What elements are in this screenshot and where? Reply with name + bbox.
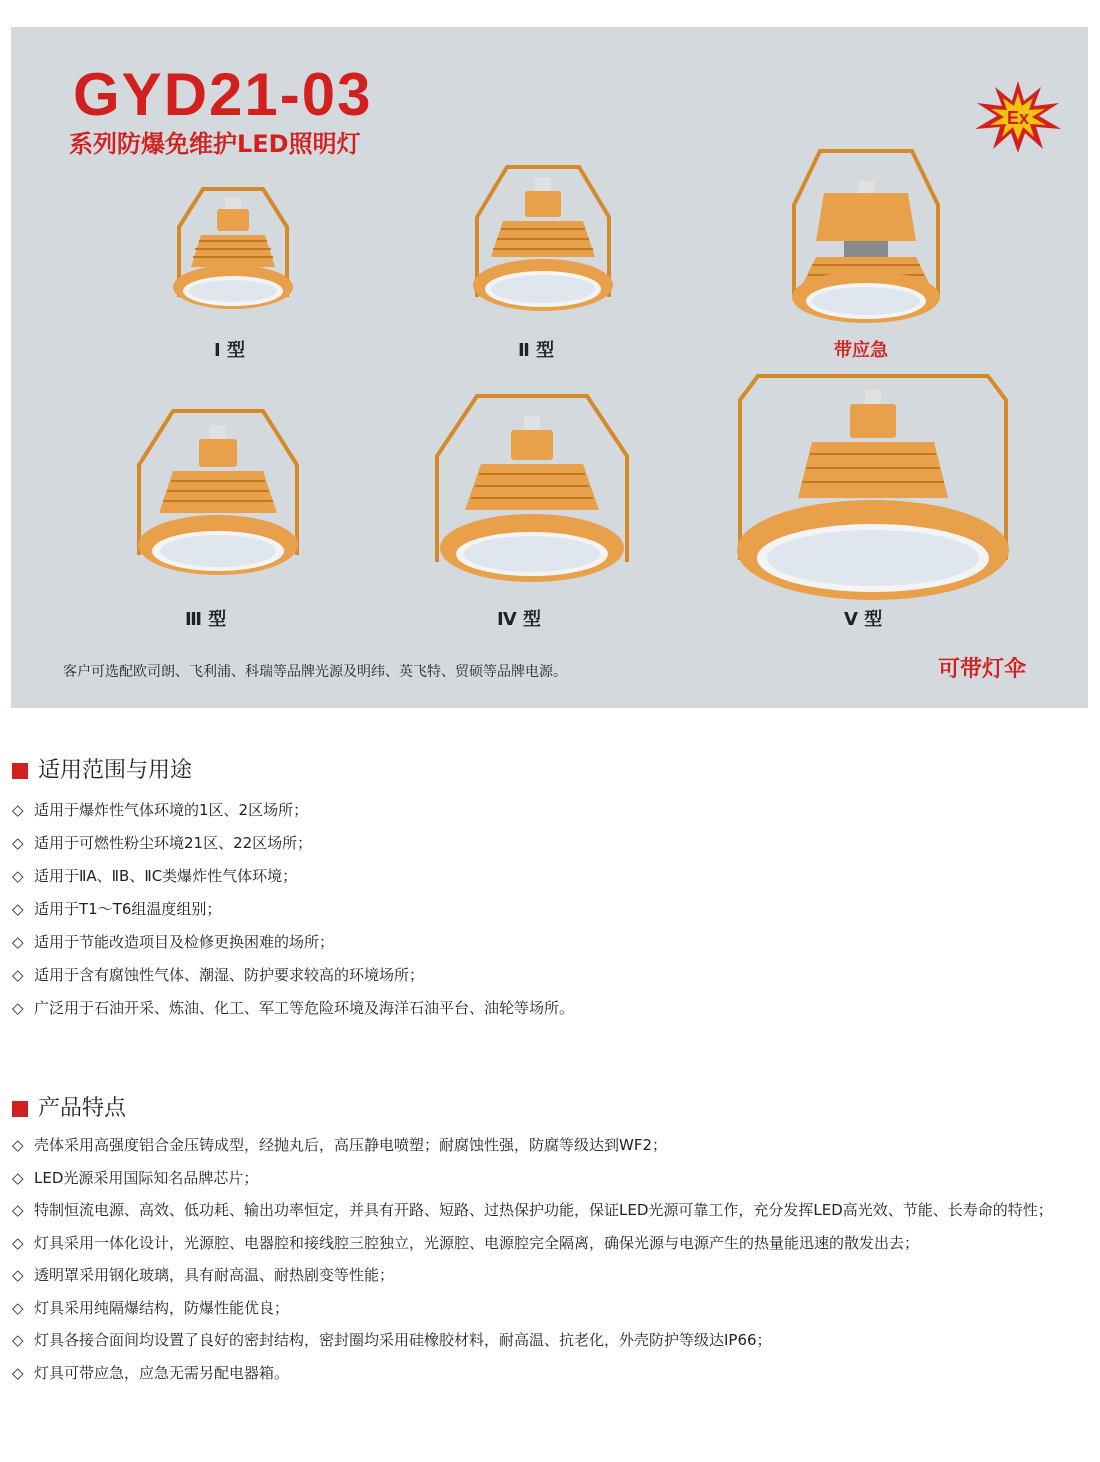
list-item: ◇ 特制恒流电源、高效、低功耗、输出功率恒定，并具有开路、短路、过热保护功能，保证LED光源可靠工作，充分发挥LED高光效、节能、长寿命的特性； xyxy=(12,1194,1092,1227)
lamp-type-1-image xyxy=(163,177,303,329)
list-item: ◇ 适用于可燃性粉尘环境21区、22区场所； xyxy=(12,827,1092,860)
lamp-type-5-label: Ⅴ 型 xyxy=(844,609,883,630)
diamond-bullet-icon: ◇ xyxy=(12,999,24,1017)
features-section xyxy=(12,1094,1092,1389)
umbrella-option-note: 可带灯伞 xyxy=(938,657,1027,682)
list-item: ◇ LED光源采用国际知名品牌芯片； xyxy=(12,1162,1092,1195)
list-item: ◇ 灯具可带应急，应急无需另配电器箱。 xyxy=(12,1357,1092,1390)
features-list xyxy=(12,1129,1092,1389)
list-item: ◇ 适用于含有腐蚀性气体、潮湿、防护要求较高的环境场所； xyxy=(12,959,1092,992)
product-title: GYD21-03 xyxy=(73,61,373,128)
list-item: ◇ 适用于T1～T6组温度组别； xyxy=(12,893,1092,926)
list-item: ◇ 灯具各接合面间均设置了良好的密封结构，密封圈均采用硅橡胶材料，耐高温、抗老化，外壳防护等级达IP66； xyxy=(12,1324,1092,1357)
lamp-type-2-image xyxy=(463,157,623,332)
list-item: ◇ 透明罩采用钢化玻璃，具有耐高温、耐热剧变等性能； xyxy=(12,1259,1092,1292)
ex-badge-text: Ex xyxy=(1006,108,1030,128)
features-section-header xyxy=(12,1094,1092,1124)
list-item: ◇ 灯具采用一体化设计，光源腔、电器腔和接线腔三腔独立，光源腔、电源腔完全隔离，确保光源与电源产生的热量能迅速的散发出去； xyxy=(12,1227,1092,1260)
ex-explosion-proof-badge-icon xyxy=(973,79,1063,155)
lamp-type-4-label: Ⅳ 型 xyxy=(497,609,542,630)
product-hero-panel xyxy=(11,27,1088,708)
diamond-bullet-icon: ◇ xyxy=(12,1363,24,1382)
usage-section xyxy=(12,756,1092,1025)
list-item: ◇ 适用于节能改造项目及检修更换困难的场所； xyxy=(12,926,1092,959)
lamp-type-3-image xyxy=(127,405,309,593)
section-marker-icon xyxy=(12,763,28,779)
lamp-type-1-label: Ⅰ 型 xyxy=(214,340,245,361)
diamond-bullet-icon: ◇ xyxy=(12,1201,24,1219)
diamond-bullet-icon: ◇ xyxy=(12,801,24,819)
diamond-bullet-icon: ◇ xyxy=(12,933,24,951)
brand-options-note: 客户可选配欧司朗、飞利浦、科瑞等品牌光源及明纬、英飞特、贸硕等品牌电源。 xyxy=(63,664,567,680)
lamp-emergency-image xyxy=(776,145,956,333)
lamp-emergency-label: 带应急 xyxy=(834,340,888,361)
list-item: ◇ 适用于ⅡA、ⅡB、ⅡC类爆炸性气体环境； xyxy=(12,860,1092,893)
diamond-bullet-icon: ◇ xyxy=(12,867,24,885)
diamond-bullet-icon: ◇ xyxy=(12,1233,24,1252)
list-item: ◇ 适用于爆炸性气体环境的1区、2区场所； xyxy=(12,794,1092,827)
features-section-title: 产品特点 xyxy=(38,1096,127,1121)
diamond-bullet-icon: ◇ xyxy=(12,1136,24,1154)
diamond-bullet-icon: ◇ xyxy=(12,1331,24,1349)
lamp-type-2-label: Ⅱ 型 xyxy=(518,340,555,361)
diamond-bullet-icon: ◇ xyxy=(12,1168,24,1187)
lamp-type-4-image xyxy=(427,390,637,595)
lamp-type-3-label: Ⅲ 型 xyxy=(185,609,227,630)
list-item: ◇ 灯具采用纯隔爆结构，防爆性能优良； xyxy=(12,1292,1092,1325)
section-marker-icon xyxy=(12,1101,28,1117)
usage-section-header xyxy=(12,756,1092,786)
diamond-bullet-icon: ◇ xyxy=(12,1266,24,1284)
diamond-bullet-icon: ◇ xyxy=(12,1298,24,1317)
lamp-type-5-image xyxy=(728,370,1018,608)
list-item: ◇ 壳体采用高强度铝合金压铸成型，经抛丸后，高压静电喷塑；耐腐蚀性强，防腐等级达到WF2； xyxy=(12,1129,1092,1162)
product-subtitle: 系列防爆免维护LED照明灯 xyxy=(69,130,361,158)
list-item: ◇ 广泛用于石油开采、炼油、化工、军工等危险环境及海洋石油平台、油轮等场所。 xyxy=(12,992,1092,1025)
diamond-bullet-icon: ◇ xyxy=(12,834,24,852)
diamond-bullet-icon: ◇ xyxy=(12,966,24,984)
usage-section-title: 适用范围与用途 xyxy=(38,758,193,783)
diamond-bullet-icon: ◇ xyxy=(12,900,24,918)
usage-list xyxy=(12,794,1092,1025)
